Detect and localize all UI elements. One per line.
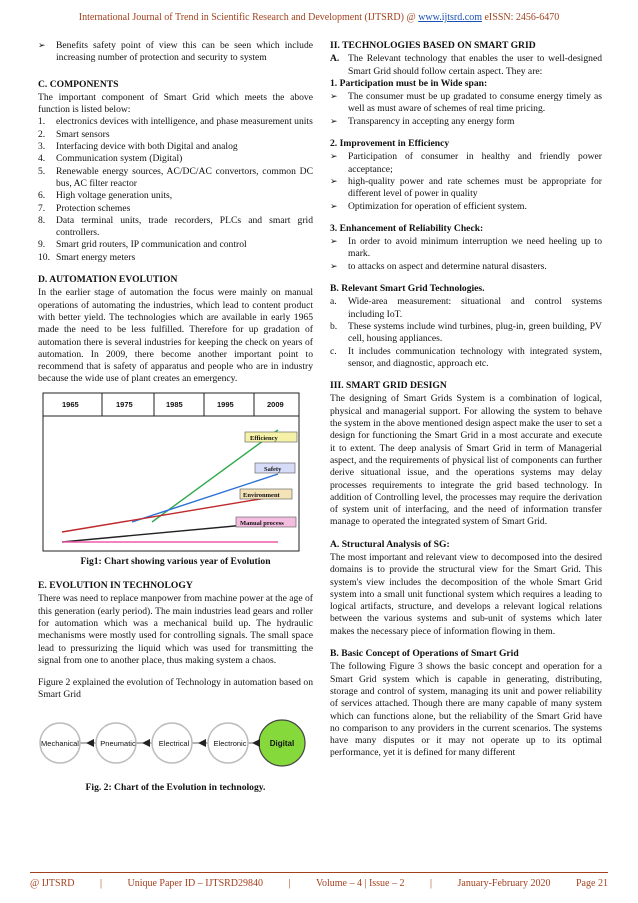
footer-page: Page 21 xyxy=(576,878,608,889)
list-item: ➢ to attacks on aspect and determine natural disasters. xyxy=(330,260,547,272)
list-item: ➢ Participation of consumer in healthy and friendly power acceptance; xyxy=(330,151,602,175)
paragraph: The designing of Smart Grids System is a combination of logical, physical and managerial support. For allowing the system to behave the system in the above mentioned design aspect make the user to set a design for functioning the Smart Grid in a most accurate and execute it to extent. The deep analysis of Smart Grid in term of Managerial aspect, and the requirements of physical list of components can further derive situational issue, and the operations systems may delay processes requirements to integrate the grid based technology. In addition of Controlling level, the processes may require the derivation of system unit of interfacing, and the need of information transfer manage to operated the integrated system of Smart Grid. xyxy=(330,393,603,528)
arrow-bullet-icon: ➢ xyxy=(330,152,338,163)
footer-date: January-February 2020 xyxy=(457,878,551,889)
footer-paper-id: Unique Paper ID – IJTSRD29840 xyxy=(127,878,264,889)
figure-2-caption: Fig. 2: Chart of the Evolution in technology. xyxy=(85,781,266,793)
arrow-bullet-icon: ➢ xyxy=(330,116,338,127)
year-label: 1975 xyxy=(116,399,133,409)
series-label: Manual process xyxy=(240,519,284,527)
footer-separator: | xyxy=(288,878,291,889)
list-item: 4. Communication system (Digital) xyxy=(38,153,183,165)
running-footer xyxy=(30,878,608,889)
right-column xyxy=(330,40,602,770)
stage-label: Electrical xyxy=(158,738,190,748)
year-label: 2009 xyxy=(267,399,284,409)
figure-2-chart xyxy=(38,708,308,778)
header-issn: eISSN: 2456-6470 xyxy=(481,12,560,23)
figure-1-caption: Fig1: Chart showing various year of Evolution xyxy=(80,555,271,567)
arrow-bullet-icon: ➢ xyxy=(330,261,338,272)
list-item: ➢ high-quality power and rate schemes must be appropriate for different level of power in quality xyxy=(330,175,602,200)
section-heading: A. Structural Analysis of SG: xyxy=(330,538,450,550)
section-heading: B. Basic Concept of Operations of Smart Grid xyxy=(330,648,519,660)
header-text: International Journal of Trend in Scientific Research and Development (IJTSRD) @ xyxy=(78,12,419,23)
evolution-chart xyxy=(42,392,300,552)
list-item: 2. Smart sensors xyxy=(38,128,110,140)
list-item: 8. Data terminal units, trade recorders, PLCs and smart grid controllers. xyxy=(38,214,313,239)
list-item: c. It includes communication technology with integrated system, sensor, and diagnostic, approach etc. xyxy=(330,345,602,369)
list-item: A. The Relevant technology that enables the user to well-designed Smart Grid should follow certain aspect. They are: xyxy=(330,53,602,77)
section-heading: II. TECHNOLOGIES BASED ON SMART GRID xyxy=(330,40,536,51)
paragraph: The important component of Smart Grid which meets the above function is listed below: xyxy=(38,91,313,116)
paragraph: The following Figure 3 shows the basic concept and operation for a Smart Grid system which is capable in generating, distributing, storage and control of system, managing its unit and power reliability of services attached. Though there are many capable of many system which can functions alone, but the reliability of the Smart Grid have no comparison to any providers in the current scenarios. The systems have many disputes or it may not operate up to its optimal performance, yet it is defined for many different xyxy=(330,661,602,759)
stage-label: Pneumatic xyxy=(100,738,136,748)
list-item: b. These systems include wind turbines, plug-in, green building, PV cell, housing appliances. xyxy=(330,320,602,345)
section-heading: E. EVOLUTION IN TECHNOLOGY xyxy=(38,580,193,592)
list-item: 7. Protection schemes xyxy=(38,202,131,214)
list-item: 9. Smart grid routers, IP communication and control xyxy=(38,239,247,251)
series-label: Efficiency xyxy=(250,434,278,442)
series-label: Environment xyxy=(243,491,280,499)
arrow-bullet-icon: ➢ xyxy=(38,41,46,51)
list-item: ➢ Optimization for operation of efficient system. xyxy=(330,200,527,212)
series-label: Safety xyxy=(264,465,282,473)
paragraph: Figure 2 explained the evolution of Technology in automation based on Smart Grid xyxy=(38,677,313,701)
year-label: 1995 xyxy=(217,399,234,409)
paragraph: The most important and relevant view to decomposed into the desired domains is to provide the structural view for the Smart Grid. This system's view includes the decomposition of the whole Smart Grid system into a small unit functional system which requires a leading to logical artifacts, structure, and develops a relevant logical relations between the various systems and sub-unit of systems which later makes the necessary piece of information flowing in them. xyxy=(330,551,602,637)
left-column xyxy=(38,40,313,806)
list-item: 10. Smart energy meters xyxy=(38,251,136,263)
section-heading: D. AUTOMATION EVOLUTION xyxy=(38,274,178,286)
list-item: a. Wide-area measurement: situational and control systems including IoT. xyxy=(330,296,602,320)
list-item: ➢ Transparency in accepting any energy form xyxy=(330,115,515,127)
components-list xyxy=(38,116,313,264)
list-item: ➢ The consumer must be up gradated to consume energy timely as well as must aware of schemes of real time pricing. xyxy=(330,91,602,115)
section-heading: B. Relevant Smart Grid Technologies. xyxy=(330,283,485,295)
paragraph: There was need to replace manpower from machine power at the age of this generation (early period). The main industries lead gears and roller for automation which was a mechanical build up. The hydraulic mechanisms were mostly used for controlling signals. The small space lead to pressurizing the liquid which was used for transmitting the signal from one to another place, thus making system a chaos. xyxy=(38,593,313,666)
list-item: ➢ Benefits safety point of view this can be seen which include increasing number of protection and security to system xyxy=(38,40,313,64)
figure-1-chart xyxy=(42,392,300,552)
year-label: 1965 xyxy=(62,399,79,409)
footer-separator: | xyxy=(99,878,102,889)
footer-separator: | xyxy=(429,878,432,889)
list-item: 6. High voltage generation units, xyxy=(38,190,173,202)
stage-label: Mechanical xyxy=(41,738,79,748)
subsection-heading: 1. Participation must be in Wide span: xyxy=(330,77,488,89)
subsection-heading: 3. Enhancement of Reliability Check: xyxy=(330,222,484,234)
arrow-bullet-icon: ➢ xyxy=(330,201,338,212)
list-item: 1. electronics devices with intelligence, and phase measurement units xyxy=(38,116,313,128)
stage-label: Electronic xyxy=(213,738,247,748)
section-heading: C. COMPONENTS xyxy=(38,78,119,90)
list-item: 3. Interfacing device with both Digital and analog xyxy=(38,141,238,153)
technology-evolution-diagram xyxy=(38,708,308,778)
arrow-bullet-icon: ➢ xyxy=(330,176,338,187)
year-label: 1985 xyxy=(166,399,183,409)
section-heading: III. SMART GRID DESIGN xyxy=(330,380,447,392)
paragraph: In the earlier stage of automation the focus were mainly on manual operations of automating the industries, which lead to content product with better yield. The technologies which are available in early 1965 made the need to be less fulfilled. Therefore for up gradation of automation there is several industries for keeping the check on years of automation. In 2009, there become another important point to recommend that is safety of apparatus and people who are in industry because the wide use of plant creates an emergency. xyxy=(38,287,313,385)
subsection-heading: 2. Improvement in Efficiency xyxy=(330,138,450,150)
list-item: ➢ In order to avoid minimum interruption we need heeling up to mark. xyxy=(330,236,602,260)
journal-link[interactable]: www.ijtsrd.com xyxy=(418,12,482,23)
footer-journal: @ IJTSRD xyxy=(30,878,75,889)
footer-volume: Volume – 4 | Issue – 2 xyxy=(316,878,405,889)
stage-label: Digital xyxy=(269,738,295,748)
running-header xyxy=(0,12,638,23)
arrow-bullet-icon: ➢ xyxy=(330,92,338,103)
arrow-bullet-icon: ➢ xyxy=(330,237,338,248)
list-item: 5. Renewable energy sources, AC/DC/AC convertors, common DC bus, AC filter reactor xyxy=(38,165,313,189)
footer-divider xyxy=(30,872,608,873)
